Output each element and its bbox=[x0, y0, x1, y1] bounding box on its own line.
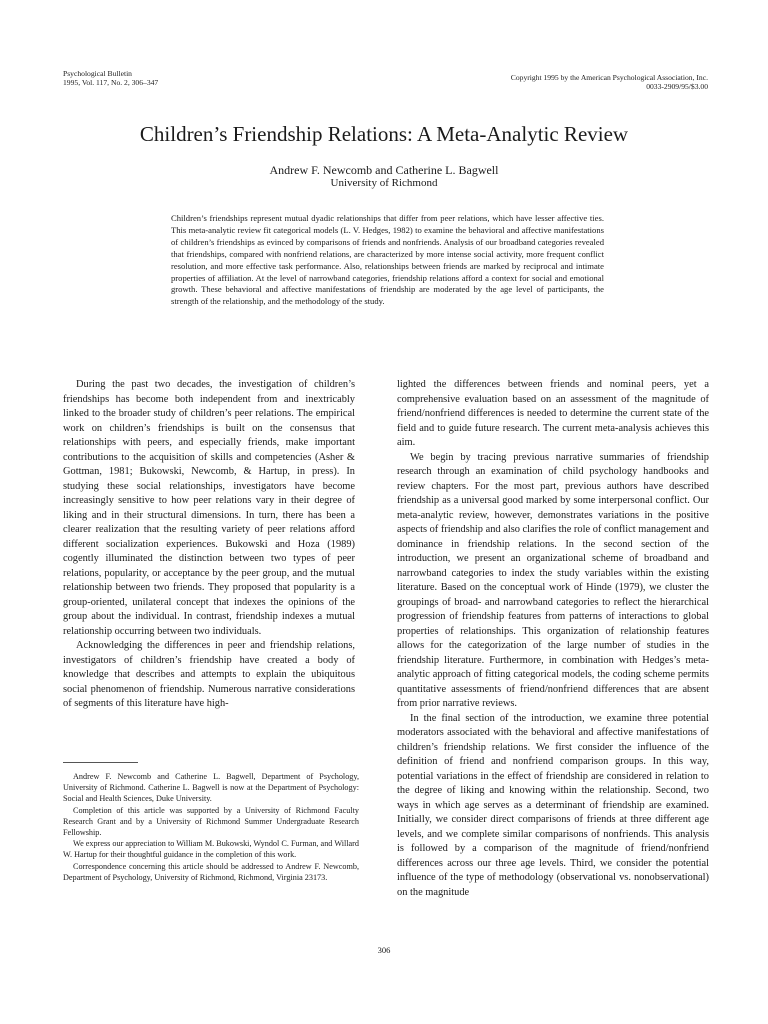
author-affiliation: University of Richmond bbox=[330, 177, 438, 189]
footnote-divider bbox=[63, 762, 138, 763]
footnote-paragraph: Andrew F. Newcomb and Catherine L. Bagwell, Department of Psychology, University of Richmond. Catherine L. Bagwell is now at the Department of Psychology: Social and Health Sciences, Duke University. bbox=[63, 772, 359, 804]
copyright-notice bbox=[511, 73, 708, 91]
journal-citation bbox=[63, 69, 158, 87]
journal-name: Psychological Bulletin bbox=[63, 69, 132, 78]
page-number: 306 bbox=[377, 945, 391, 955]
body-paragraph: In the final section of the introduction, we examine three potential moderators associated with the behavioral and affective manifestations of children’s friendship relations. We first consider the influence of the definition of friend and nonfriend comparison groups. In this way, potential variations in the effect of friendship are considered in relation to the degree of liking and knowing within the relationship. Second, two ways in which age serves as a determinant of friendship are examined. Initially, we consider direct comparisons of friends at three different age levels, and we complete similar comparisons of nonfriends. This analysis is followed by a comparison of the magnitude of friend/nonfriend differences across our three age levels. Third, we consider the potential influence of the type of methodology (observational vs. nonobservational) on the magnitude bbox=[397, 712, 709, 898]
footnote-paragraph: We express our appreciation to William M. Bukowski, Wyndol C. Furman, and Willard W. Hartup for their thoughtful guidance in the completion of this work. bbox=[63, 839, 359, 860]
journal-volume: 1995, Vol. 117, No. 2, 306–347 bbox=[63, 78, 159, 87]
abstract: Children’s friendships represent mutual dyadic relationships that differ from peer relations, which have lesser affective ties. This meta-analytic review fit categorical models (L. V. Hedges, 1982) to examine the behavioral and affective manifestations of children’s friendships as evinced by comparisons of friends and nonfriends. Analysis of our broadband categories revealed that friendships, compared with nonfriend relations, are characterized by more intense social activity, more frequent conflict resolution, and more effective task performance. Also, relationships between friends are marked by reciprocal and intimate properties of affiliation. At the level of narrowband categories, friendship relations afford a context for social and emotional growth. These behavioral and affective manifestations of friendship are moderated by the age level of participants, the strength of the relationship, and the methodology of the study. bbox=[171, 213, 604, 307]
article-authors: Andrew F. Newcomb and Catherine L. Bagwell bbox=[269, 163, 499, 177]
body-paragraph: During the past two decades, the investigation of children’s friendships has become both independent from and inextricably linked to the broader study of children’s peer relations. The empirical work on children’s friendships is built on the consensus that relationships with peers, and especially friends, make important contributions to the acquisition of skills and competencies (Asher & Gottman, 1981; Bukowski, Newcomb, & Hartup, in press). In studying these social relationships, investigators have become increasingly sensitive to how peer relations vary in their degree of liking and in their structural dimensions. In turn, there has been a clearer realization that the resulting variety of peer relations afford different socialization experiences. Bukowski and Hoza (1989) cogently illuminated the distinction between two types of peer relations, popularity, or acceptance by the peer group, and the mutual relationship between two friends. They proposed that popularity is a group-oriented, unilateral concept that indexes the opinions of the group about the individual. In contrast, friendship indexes a mutual relationship occurring between two individuals. bbox=[63, 379, 355, 637]
issn-line: 0033-2909/95/$3.00 bbox=[646, 82, 708, 91]
body-column-left bbox=[63, 378, 355, 712]
copyright-line: Copyright 1995 by the American Psychological Association, Inc. bbox=[510, 73, 708, 82]
body-paragraph: We begin by tracing previous narrative summaries of friendship research through an examination of child psychology handbooks and review chapters. For the most part, previous authors have described friendship as a universal good marked by some interpersonal conflict. Our meta-analytic review, however, demonstrates variations in the positive aspects of friendship and also clarifies the role of conflict management and dominance in friendship relations. In the second section of the introduction, we present an organizational scheme of broadband and narrowband categories to index the study variables within the existing literature. Based on the conceptual work of Hinde (1979), we cluster the groupings of broad- and narrowband categories to reflect the hierarchical progression of friendship features from patterns of interactions to global properties of relationships. This organization of relationship features allows for the categorization of the large number of studies in the friendship literature. Furthermore, in combination with Hedges’s meta-analytic approach of fitting categorical models, the coding scheme permits quantitative assessments of friend/nonfriend differences that are absent from prior narrative reviews. bbox=[397, 451, 709, 709]
body-paragraph: lighted the differences between friends and nominal peers, yet a comprehensive evaluation based on an assessment of the magnitude of friend/nonfriend differences is needed to determine the current state of the field and to guide future research. The current meta-analysis achieves this aim. bbox=[397, 379, 709, 448]
author-footnotes bbox=[63, 771, 359, 883]
footnote-paragraph: Completion of this article was supported by a University of Richmond Faculty Research Grant and by a University of Richmond Summer Undergraduate Research Fellowship. bbox=[63, 805, 359, 838]
body-paragraph: Acknowledging the differences in peer and friendship relations, investigators of children’s friendship have created a body of knowledge that describes and attempts to explain the ubiquitous social phenomenon of friendship. Numerous narrative considerations of segments of this literature have high- bbox=[63, 640, 355, 709]
footnote-paragraph: Correspondence concerning this article should be addressed to Andrew F. Newcomb, Department of Psychology, University of Richmond, Richmond, Virginia 23173. bbox=[63, 861, 359, 882]
body-column-right bbox=[397, 378, 709, 900]
article-title: Children’s Friendship Relations: A Meta-Analytic Review bbox=[139, 122, 629, 146]
